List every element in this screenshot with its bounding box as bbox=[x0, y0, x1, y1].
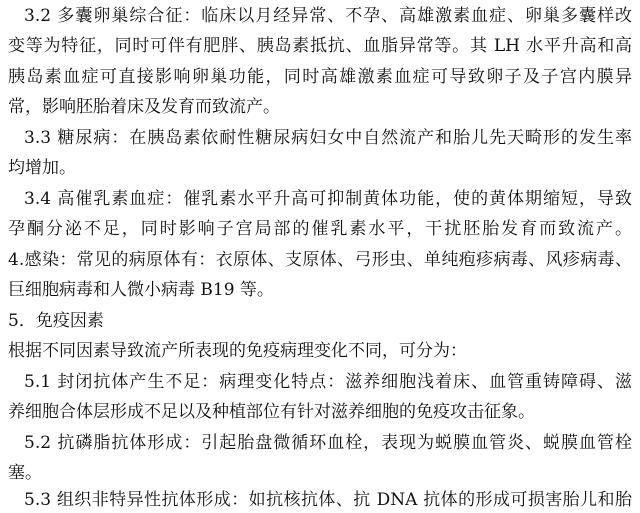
text-line: 塞。 bbox=[8, 463, 42, 483]
text-line: 根据不同因素导致流产所表现的免疫病理变化不同，可分为： bbox=[8, 341, 467, 361]
text-line: 5.3 组织非特异性抗体形成：如抗核抗体、抗 DNA 抗体的形成可损害胎儿和胎 bbox=[24, 490, 632, 510]
text-line: 常，影响胚胎着床及发育而致流产。 bbox=[8, 97, 280, 117]
text-line: 变等为特征，同时可伴有肥胖、胰岛素抵抗、血脂异常等。其 LH 水平升高和高 bbox=[8, 36, 632, 56]
text-line: 4.感染：常见的病原体有：衣原体、支原体、弓形虫、单纯疱疹病毒、风疹病毒、 bbox=[8, 250, 632, 270]
text-line: 3.4 高催乳素血症：催乳素水平升高可抑制黄体功能，使的黄体期缩短，导致 bbox=[24, 189, 632, 209]
text-line: 养细胞合体层形成不足以及种植部位有针对滋养细胞的免疫攻击征象。 bbox=[8, 402, 535, 422]
text-line: 孕酮分泌不足，同时影响子宫局部的催乳素水平，干扰胚胎发育而致流产。 bbox=[8, 219, 632, 239]
text-line: 5.2 抗磷脂抗体形成：引起胎盘微循环血栓，表现为蜕膜血管炎、蜕膜血管栓 bbox=[24, 433, 632, 453]
section-heading: 5．免疫因素 bbox=[8, 311, 104, 331]
text-line: 胰岛素血症可直接影响卵巢功能，同时高雄激素血症可导致卵子及子宫内膜异 bbox=[8, 67, 632, 87]
text-line: 均增加。 bbox=[8, 158, 76, 178]
text-line: 5.1 封闭抗体产生不足：病理变化特点：滋养细胞浅着床、血管重铸障碍、滋 bbox=[24, 372, 632, 392]
text-line: 3.2 多囊卵巢综合征：临床以月经异常、不孕、高雄激素血症、卵巢多囊样改 bbox=[24, 6, 632, 26]
text-line: 巨细胞病毒和人微小病毒 B19 等。 bbox=[8, 280, 274, 300]
text-line: 3.3 糖尿病：在胰岛素依耐性糖尿病妇女中自然流产和胎儿先天畸形的发生率 bbox=[24, 128, 632, 148]
